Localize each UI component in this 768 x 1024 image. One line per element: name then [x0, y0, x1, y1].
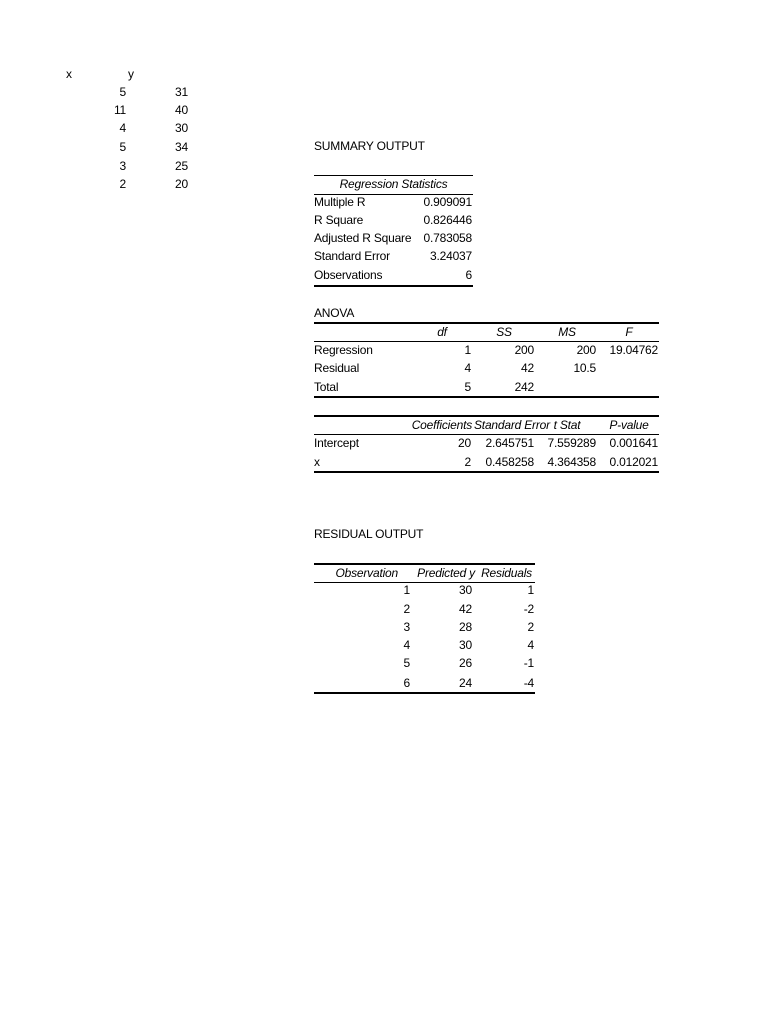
coef-p-value: 0.012021 [609, 455, 658, 469]
coef-row-label: Intercept [314, 436, 359, 450]
residual-observation: 2 [403, 602, 410, 616]
residual-header-observation: Observation [335, 566, 398, 580]
anova-ms: 10.5 [573, 361, 596, 375]
y-value: 34 [175, 140, 188, 154]
residual-value: -2 [523, 602, 534, 616]
anova-df: 5 [464, 380, 471, 394]
coef-standard-error: 2.645751 [485, 436, 534, 450]
residual-output-title: RESIDUAL OUTPUT [314, 527, 424, 541]
residual-value: 1 [527, 583, 534, 597]
anova-header-ms: MS [558, 325, 576, 339]
stat-value: 6 [465, 268, 472, 282]
x-value: 2 [119, 177, 126, 191]
regression-statistics-header: Regression Statistics [339, 177, 448, 191]
anova-title: ANOVA [314, 306, 355, 320]
x-value: 3 [119, 159, 126, 173]
x-value: 5 [119, 85, 126, 99]
x-value: 11 [113, 103, 126, 117]
table-bottom-rule [314, 396, 659, 398]
stat-value: 0.909091 [423, 195, 472, 209]
residual-observation: 1 [403, 583, 410, 597]
table-bottom-rule [314, 692, 535, 694]
anova-header-df: df [437, 325, 447, 339]
table-bottom-rule [314, 471, 659, 473]
coef-header-p-value: P-value [609, 418, 649, 432]
x-column-header: x [66, 67, 72, 81]
anova-row-label: Regression [314, 343, 373, 357]
residual-observation: 6 [403, 676, 410, 690]
y-value: 30 [175, 121, 188, 135]
table-top-rule [314, 322, 659, 324]
residual-observation: 5 [403, 656, 410, 670]
coef-t-stat: 7.559289 [547, 436, 596, 450]
y-column-header: y [128, 67, 134, 81]
residual-predicted: 30 [459, 638, 472, 652]
stat-value: 0.826446 [423, 213, 472, 227]
stat-label: Standard Error [314, 249, 390, 263]
residual-observation: 3 [403, 620, 410, 634]
anova-ss: 242 [514, 380, 534, 394]
residual-predicted: 24 [459, 676, 472, 690]
anova-row-label: Total [314, 380, 339, 394]
anova-ss: 42 [521, 361, 534, 375]
table-top-rule [314, 415, 659, 417]
residual-predicted: 28 [459, 620, 472, 634]
stat-label: Multiple R [314, 195, 366, 209]
x-value: 5 [119, 140, 126, 154]
coef-p-value: 0.001641 [609, 436, 658, 450]
residual-value: 2 [527, 620, 534, 634]
y-value: 40 [175, 103, 188, 117]
residual-value: -4 [523, 676, 534, 690]
coef-value: 2 [464, 455, 471, 469]
table-bottom-rule [314, 285, 473, 287]
anova-row-label: Residual [314, 361, 360, 375]
stat-label: Adjusted R Square [314, 231, 412, 245]
y-value: 20 [175, 177, 188, 191]
residual-value: 4 [527, 638, 534, 652]
x-value: 4 [119, 121, 126, 135]
anova-df: 1 [464, 343, 471, 357]
coef-t-stat: 4.364358 [547, 455, 596, 469]
anova-header-ss: SS [496, 325, 512, 339]
header-rule [314, 434, 659, 435]
residual-predicted: 42 [459, 602, 472, 616]
summary-output-title: SUMMARY OUTPUT [314, 139, 425, 153]
coef-standard-error: 0.458258 [485, 455, 534, 469]
anova-df: 4 [464, 361, 471, 375]
table-top-rule [314, 175, 473, 176]
coef-row-label: x [314, 455, 320, 469]
residual-observation: 4 [403, 638, 410, 652]
table-top-rule [314, 563, 535, 565]
anova-ss: 200 [514, 343, 534, 357]
anova-header-f: F [625, 325, 633, 339]
coef-header-t-stat: t Stat [553, 418, 581, 432]
residual-predicted: 26 [459, 656, 472, 670]
stat-value: 0.783058 [423, 231, 472, 245]
residual-header-predicted-y: Predicted y [417, 566, 475, 580]
coef-value: 20 [458, 436, 471, 450]
anova-f: 19.04762 [609, 343, 658, 357]
stat-label: R Square [314, 213, 364, 227]
anova-ms: 200 [576, 343, 596, 357]
y-value: 25 [175, 159, 188, 173]
residual-predicted: 30 [459, 583, 472, 597]
header-rule [314, 341, 659, 342]
coef-header-coefficients: Coefficients [411, 418, 472, 432]
stat-label: Observations [314, 268, 383, 282]
residual-header-residuals: Residuals [481, 566, 532, 580]
coef-header-standard-error: Standard Error [474, 418, 550, 432]
residual-value: -1 [523, 656, 534, 670]
y-value: 31 [175, 85, 188, 99]
stat-value: 3.24037 [430, 249, 472, 263]
